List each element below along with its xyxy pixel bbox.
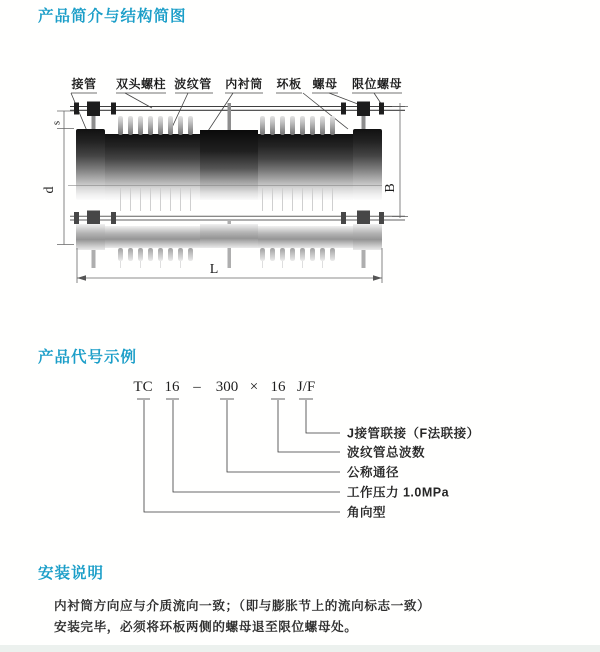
- diagram-part-labels: [70, 76, 402, 91]
- code-seg-type: TC: [133, 379, 153, 395]
- code-segments: [133, 379, 315, 395]
- dim-label-b: B: [383, 183, 398, 193]
- part-label-inner-liner: 内衬筒: [225, 77, 263, 91]
- code-leader-lines: [137, 399, 340, 512]
- dim-label-d: d: [42, 186, 57, 194]
- part-label-limit-nut: 限位螺母: [351, 77, 403, 91]
- code-seg-pressure: 16: [164, 379, 180, 395]
- callout-connection: J接管联接（F法联接）: [347, 426, 480, 441]
- part-label-connector-pipe: 接管: [71, 77, 97, 91]
- dim-label-s: s: [50, 120, 63, 126]
- tie-rods-upper: [70, 107, 405, 111]
- callout-wave-count: 波纹管总波数: [347, 445, 426, 460]
- structure-diagram: [30, 70, 450, 315]
- page-bottom-strip: [0, 645, 600, 652]
- part-label-ring-plate: 环板: [276, 77, 302, 91]
- install-line-2: 安装完毕，必须将环板两侧的螺母退至限位螺母处。: [54, 619, 358, 634]
- upper-body: [76, 129, 382, 200]
- callout-nominal-diameter: 公称通径: [347, 465, 400, 480]
- install-line-1: 内衬筒方向应与介质流向一致；（即与膨胀节上的流向标志一致）: [54, 599, 431, 613]
- lower-assembly: [70, 211, 405, 269]
- callout-working-pressure: 工作压力 1.0MPa: [347, 485, 450, 500]
- code-seg-waves: 16: [270, 379, 286, 395]
- dim-label-l: L: [209, 262, 219, 277]
- product-code-diagram: [120, 375, 520, 535]
- callout-angular-type: 角向型: [347, 505, 387, 520]
- code-seg-dash: –: [193, 379, 201, 395]
- part-label-stud: 双头螺柱: [115, 77, 167, 91]
- code-seg-diameter: 300: [215, 379, 239, 395]
- code-seg-times: ×: [249, 379, 259, 395]
- section-title-install: 安装说明: [38, 565, 105, 582]
- section-title-intro: 产品简介与结构简图: [38, 8, 187, 25]
- part-label-bellows: 波纹管: [174, 77, 212, 91]
- install-instructions: [54, 596, 534, 637]
- section-title-code: 产品代号示例: [38, 349, 138, 366]
- code-callouts: [347, 426, 480, 520]
- part-label-nut: 螺母: [312, 77, 338, 91]
- code-seg-connection: J/F: [296, 379, 316, 395]
